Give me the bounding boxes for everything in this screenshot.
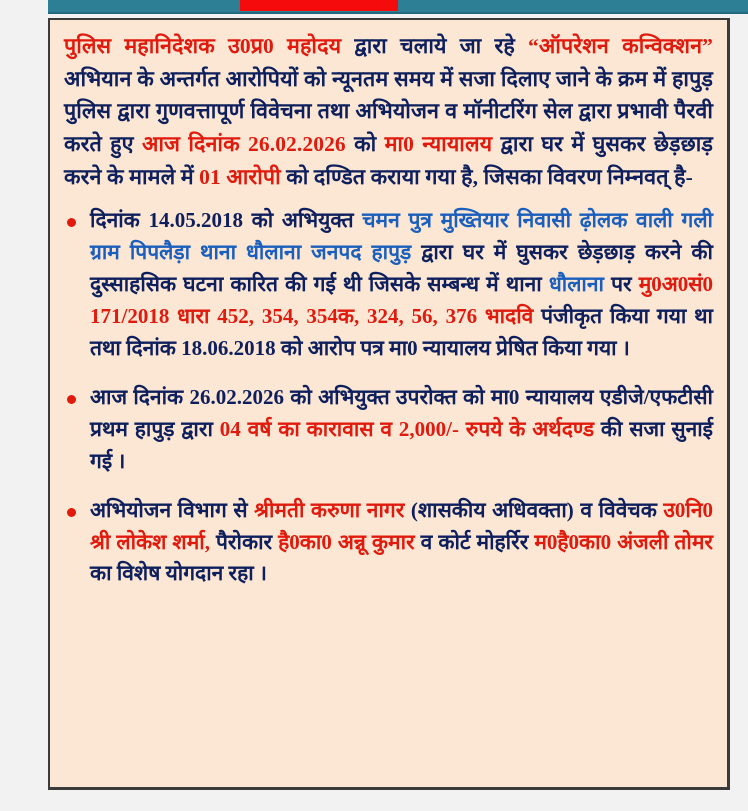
b1-segment-incident-date: दिनांक 14.05.2018 को अभियुक्त — [90, 208, 363, 233]
bullet-dot-icon — [67, 395, 76, 404]
b3-segment-pairokar-name: है0का0 अन्नू कुमार — [278, 529, 415, 554]
b1-segment-incident-desc: द्वारा घर में घुसकर छेड़छाड़ करने की दुस्साहसिक घटना कारित की गई थी जिसके सम्बन्ध में थाना — [90, 240, 713, 297]
intro-segment-court: मा0 न्यायालय — [384, 132, 493, 157]
header-red-highlight-block[interactable] — [240, 0, 398, 11]
b1-segment-chargesheet: पंजीकृत किया गया था तथा दिनांक 18.06.2018 को आरोप पत्र मा0 न्यायालय प्रेषित किया गया । — [90, 304, 713, 360]
b3-segment-investigator: उ0नि0 श्री लोकेश शर्मा, — [90, 497, 714, 554]
list-item — [64, 205, 713, 365]
b1-segment-case-number: मु0अ0सं0 171/2018 धारा 452, 354, 354क, 324, 56, 376 भादवि — [90, 272, 713, 329]
bullet-1-text — [90, 205, 713, 365]
app-header-bar — [48, 0, 748, 14]
b1-segment-police-station: धौलाना — [548, 272, 604, 297]
bullet-2-text — [90, 382, 713, 478]
list-item — [64, 495, 713, 591]
b3-segment-closing: का विशेष योगदान रहा । — [90, 561, 267, 586]
intro-segment-closing: को दण्डित कराया गया है, जिसका विवरण निम्नवत् है- — [280, 164, 693, 189]
b3-segment-advocate-role: (शासकीय अधिवक्ता) व विवेचक — [404, 497, 664, 522]
bullet-dot-icon — [67, 218, 76, 227]
intro-segment-accused-count: 01 आरोपी — [199, 164, 281, 189]
press-note-document — [48, 18, 730, 790]
b3-segment-advocate-name: श्रीमती करुणा नागर — [254, 497, 405, 522]
b3-segment-moharrir-name: म0है0का0 अंजली तोमर — [534, 529, 713, 554]
b3-segment-pairokar-label: पैरोकार — [209, 529, 279, 554]
bullet-dot-icon — [67, 508, 76, 517]
b1-segment-par: पर — [603, 272, 639, 297]
b3-segment-prosecution-dept: अभियोजन विभाग से — [90, 497, 255, 522]
intro-segment-offence: द्वारा घर में घुसकर छेड़छाड़ करने के मामले में — [64, 132, 713, 189]
b2-segment-sentence: 04 वर्ष का कारावास व 2,000/- रुपये के अर्थदण्ड — [219, 416, 595, 441]
bullet-3-text — [90, 495, 713, 591]
intro-segment-ko: को — [345, 132, 385, 157]
intro-segment-operation-name: “ऑपरेशन कन्विक्शन” — [528, 34, 714, 58]
case-detail-list — [64, 205, 713, 590]
intro-segment-conducted: द्वारा चलाये जा रहे — [341, 34, 529, 58]
intro-segment-campaign-body: अभियान के अन्तर्गत आरोपियों को न्यूनतम समय में सजा दिलाए जाने के क्रम में हापुड़ पुलिस द्वारा गुणवत्तापूर्ण विवेचना तथा अभियोजन व मॉनीटरिंग सेल द्वारा प्रभावी पैरवी करते हुए — [64, 66, 713, 157]
b2-segment-closing: की सजा सुनाई गई । — [90, 416, 713, 473]
list-item — [64, 382, 713, 478]
intro-segment-today-date: आज दिनांक 26.02.2026 — [141, 132, 346, 157]
b3-segment-court-moharrir: व कोर्ट मोहर्रिर — [414, 529, 535, 554]
intro-paragraph — [64, 30, 713, 193]
intro-segment-dgp-title: पुलिस महानिदेशक उ0प्र0 महोदय — [64, 34, 342, 58]
b1-segment-accused-name: चमन पुत्र मुख्तियार निवासी ढ़ोलक वाली गली ग्राम पिपलैड़ा थाना धौलाना जनपद हापुड़ — [90, 208, 713, 265]
b2-segment-court-info: आज दिनांक 26.02.2026 को अभियुक्त उपरोक्त को मा0 न्यायालय एडीजे/एफटीसी प्रथम हापुड़ द्वारा — [90, 384, 713, 441]
